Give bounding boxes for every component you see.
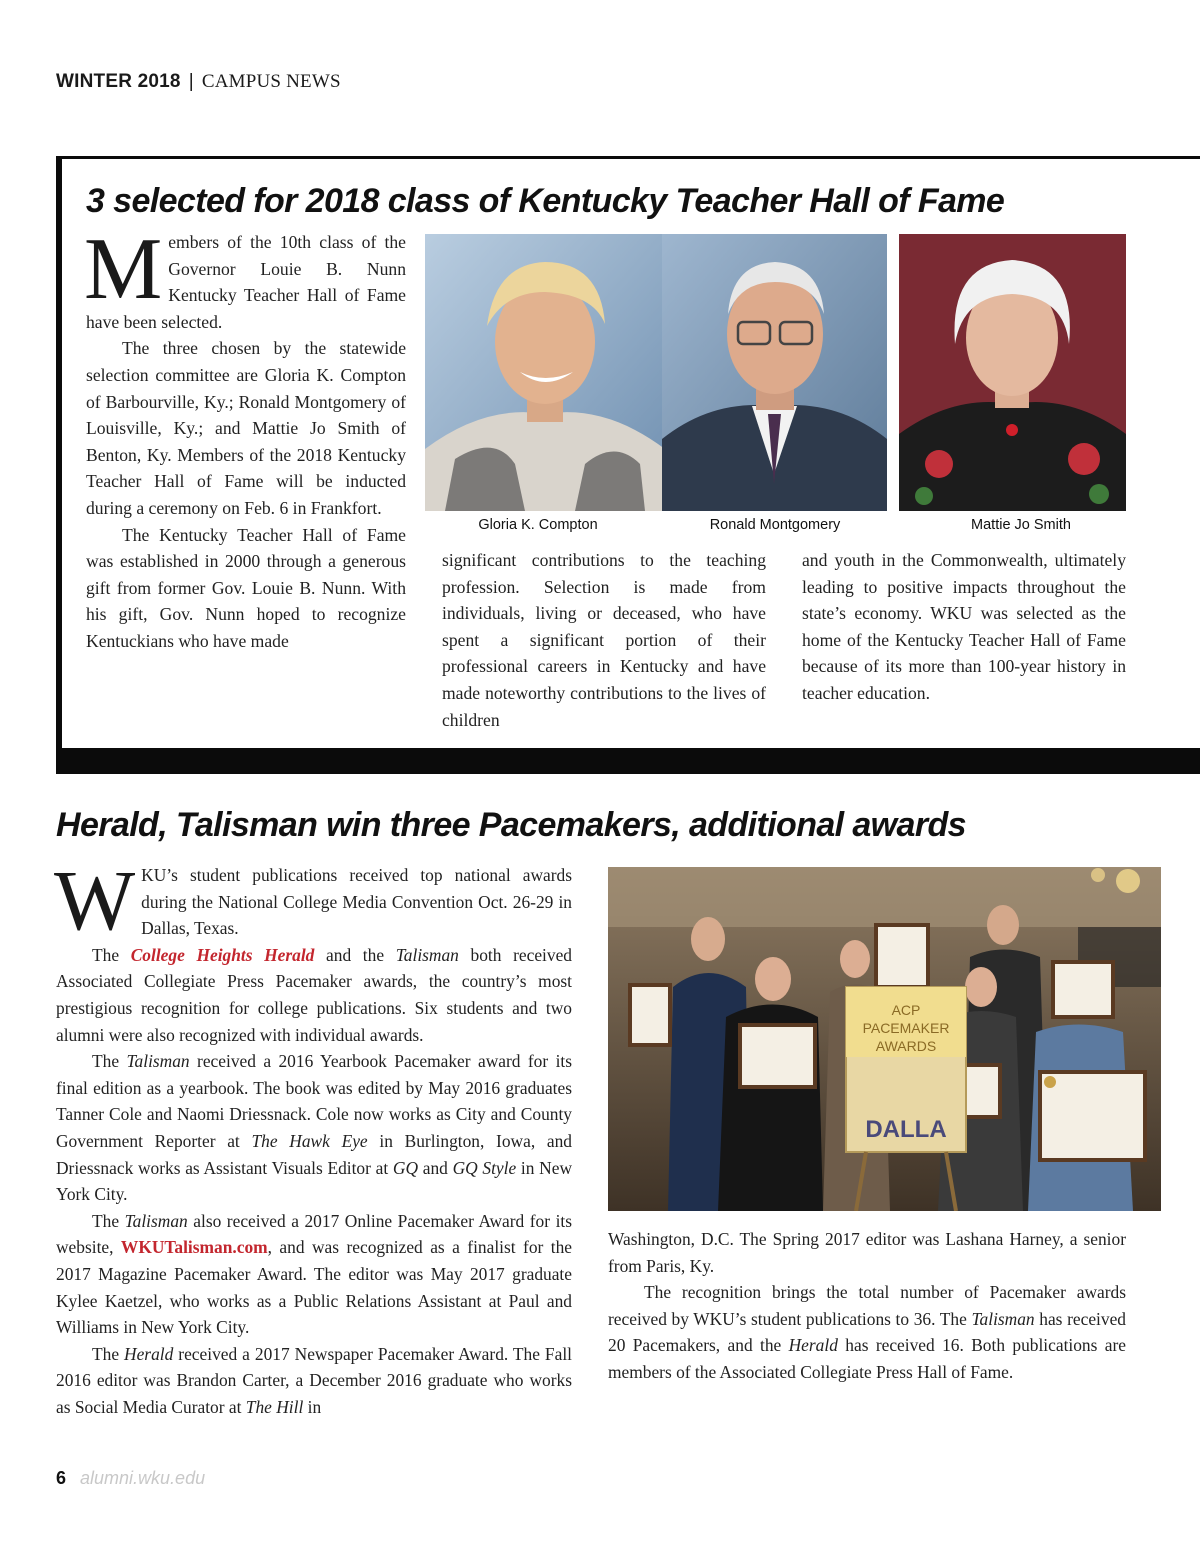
photo-ronald-montgomery xyxy=(662,234,887,511)
dropcap-m: M xyxy=(84,221,163,318)
box-top-rule xyxy=(56,156,1200,159)
running-header xyxy=(56,70,341,93)
caption-gloria-compton: Gloria K. Compton xyxy=(478,517,598,533)
sign-line-2: PACEMAKER xyxy=(862,1020,950,1036)
article-2-paragraph-2: The College Heights Herald and the Talisman both received Associated Collegiate Press Pacemaker awards, the country’s most prestigious recognition for college publications. Six students and two alumni were also recognized with individual awards. xyxy=(56,944,572,1045)
article-1-col3-text: and youth in the Commonwealth, ultimately leading to positive impacts throughout the state’s economy. WKU was selected as the home of the Kentucky Teacher Hall of Fame because of its more than 100-year history in teacher education. xyxy=(802,550,1126,703)
article-2-column-2 xyxy=(608,1226,1126,1386)
box-bottom-bar xyxy=(56,748,1200,774)
caption-ronald-montgomery: Ronald Montgomery xyxy=(709,517,841,533)
talisman-website-link[interactable]: WKUTalisman.com xyxy=(120,1237,268,1258)
article-1-headline: 3 selected for 2018 class of Kentucky Teacher Hall of Fame xyxy=(86,182,1005,220)
photo-mattie-jo-smith xyxy=(899,234,1126,511)
sign-line-3: AWARDS xyxy=(875,1038,937,1054)
article-1-col2-text: significant contributions to the teaching profession. Selection is made from individuals, living or deceased, who have spent a significant portion of their professional careers in Kentucky and have made noteworthy contributions to the lives of children xyxy=(442,550,766,730)
section-label: CAMPUS NEWS xyxy=(201,71,341,92)
article-1-column-1 xyxy=(84,221,406,655)
sign-city: DALLA xyxy=(865,1116,947,1143)
article-2-col2-paragraph-1: Washington, D.C. The Spring 2017 editor was Lashana Harney, a senior from Paris, Ky. xyxy=(608,1229,1126,1276)
article-2-paragraph-3: The Talisman received a 2016 Yearbook Pacemaker award for its final edition as a yearbook. The book was edited by May 2016 graduates Tanner Cole and Naomi Driessnack. Cole now works as City and County Government Reporter at The Hawk Eye in Burlington, Iowa, and Driessnack works as Assistant Visuals Editor at GQ and GQ Style in New York City. xyxy=(56,1051,573,1205)
article-2-headline: Herald, Talisman win three Pacemakers, additional awards xyxy=(56,806,966,844)
header-separator: | xyxy=(188,71,194,92)
article-2-lead: KU’s student publications received top national awards during the National College Media Convention Oct. 26-29 in Dallas, Texas. xyxy=(141,865,572,939)
article-2-col2-paragraph-2: The recognition brings the total number of Pacemaker awards received by WKU’s student publications to 36. The Talisman has received 20 Pacemakers, and the Herald has received 16. Both publications are members of the Associated Collegiate Press Hall of Fame. xyxy=(608,1282,1126,1382)
herald-name: College Heights Herald xyxy=(130,944,315,965)
photo-pacemaker-winners xyxy=(608,867,1161,1211)
photo-gloria-compton xyxy=(425,234,665,511)
article-1-lead: embers of the 10th class of the Governor Louie B. Nunn Kentucky Teacher Hall of Fame have been selected. xyxy=(86,232,406,332)
footer-url[interactable]: alumni.wku.edu xyxy=(80,1468,206,1488)
article-1-paragraph-2: The three chosen by the statewide selection committee are Gloria K. Compton of Barbourville, Ky.; Ronald Montgomery of Louisville, Ky.; and Mattie Jo Smith of Benton, Ky. Members of the 2018 Kentucky Teacher Hall of Fame will be inducted during a ceremony on Feb. 6 in Frankfort. xyxy=(86,338,406,518)
article-2-paragraph-4: The Talisman also received a 2017 Online Pacemaker Award for its website, WKUTalisman.com, and was recognized as a finalist for the 2017 Magazine Pacemaker Award. The editor was May 2017 graduate Kylee Kaetzel, who works as a Public Relations Assistant at Paul and Williams in New York City. xyxy=(56,1210,572,1338)
caption-mattie-jo-smith: Mattie Jo Smith xyxy=(971,517,1071,533)
issue-label: WINTER 2018 xyxy=(56,71,181,92)
page-number: 6 xyxy=(56,1468,67,1488)
page-footer xyxy=(56,1468,205,1489)
box-left-rule xyxy=(56,156,62,772)
dropcap-w: W xyxy=(54,852,136,948)
article-1-column-2 xyxy=(442,547,766,733)
article-2-column-1 xyxy=(54,852,573,1420)
article-2-paragraph-5: The Herald received a 2017 Newspaper Pacemaker Award. The Fall 2016 editor was Brandon Carter, a December 2016 graduate who works as Social Media Curator at The Hill in xyxy=(56,1343,572,1417)
sign-line-1: ACP xyxy=(891,1002,921,1018)
article-1-paragraph-3: The Kentucky Teacher Hall of Fame was established in 2000 through a generous gift from former Gov. Louie B. Nunn. With his gift, Gov. Nunn hoped to recognize Kentuckians who have made xyxy=(86,524,406,651)
article-1-column-3 xyxy=(802,547,1126,707)
